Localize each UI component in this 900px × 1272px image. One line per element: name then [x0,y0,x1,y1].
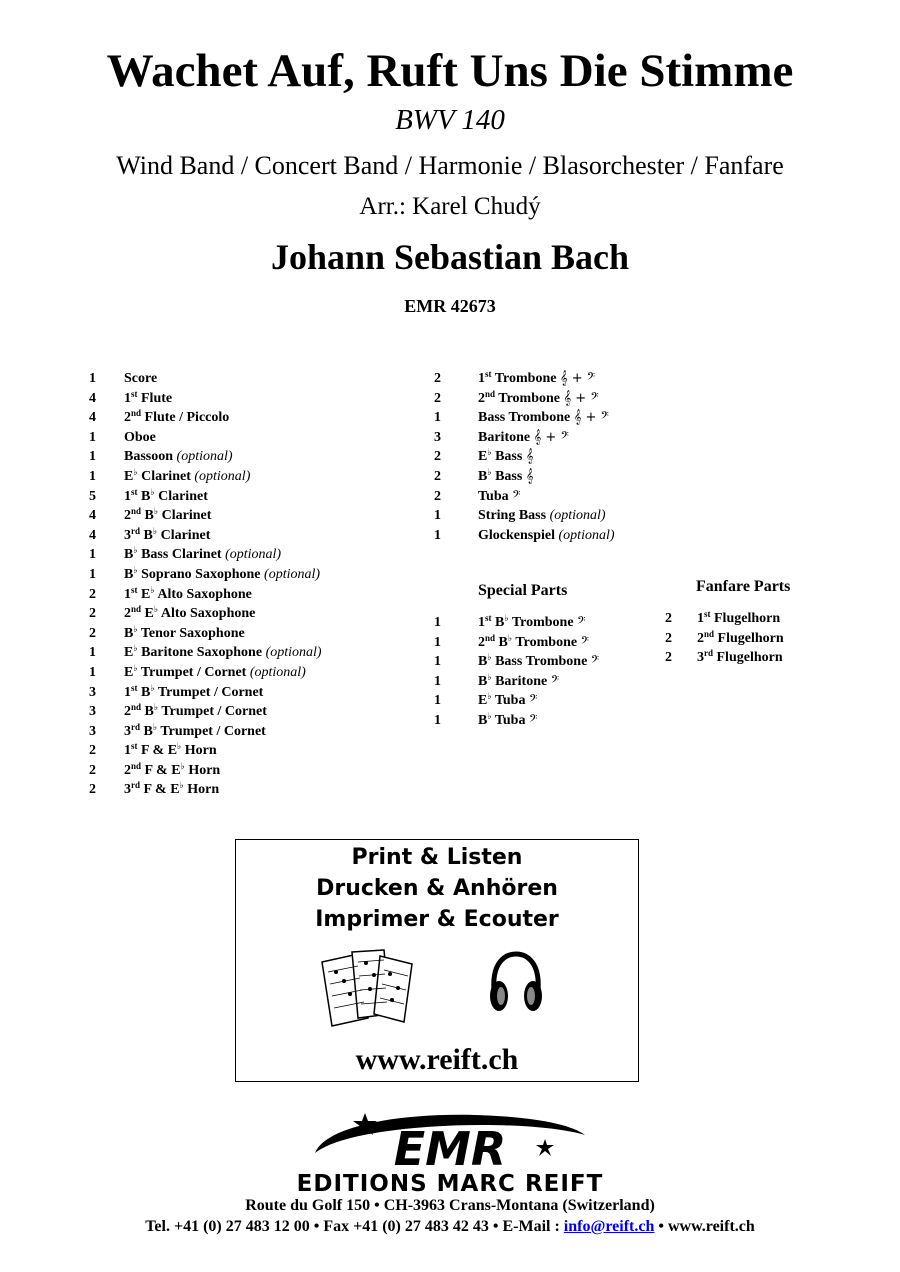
part-quantity: 2 [89,606,96,622]
catalog-bwv: BWV 140 [395,104,505,136]
part-quantity: 2 [89,586,96,602]
part-row [434,467,684,487]
part-row [434,613,664,633]
part-instrument: Trumpet / Cornet [157,684,264,700]
part-row [89,741,389,761]
part-key: F & E [144,762,181,778]
composer-name: Johann Sebastian Bach [270,237,630,277]
part-quantity: 2 [434,371,441,386]
part-row [89,545,389,565]
part-row [89,683,389,703]
arranger-line: Arr.: Karel Chudý [359,193,541,220]
part-instrument: Clarinet [158,488,208,504]
part-key: B [141,684,151,700]
flat-sign: ♭ [150,486,155,497]
part-quantity: 5 [89,488,96,504]
part-instrument: Tuba [494,712,526,728]
part-ordinal-suffix: st [131,486,138,497]
contact-line [0,1218,900,1236]
publisher-address: Route du Golf 150 • CH-3963 Crans-Montana (Switzerland) [245,1197,655,1214]
part-name [478,467,534,487]
part-name [478,506,606,526]
part-quantity: 1 [434,654,441,670]
part-quantity: 3 [89,684,96,700]
part-name [124,624,245,644]
flat-sign: ♭ [487,710,492,721]
part-ordinal-suffix: rd [131,721,140,732]
part-instrument: Glockenspiel [478,527,556,543]
part-quantity: 1 [434,673,441,689]
part-row [89,722,389,742]
part-row [89,389,389,409]
flat-sign: ♭ [152,721,158,732]
flat-sign: ♭ [507,632,513,643]
part-name [478,633,589,653]
part-instrument: Clarinet [161,508,212,524]
part-ordinal-suffix: rd [131,525,140,536]
part-instrument: Bass [495,449,523,465]
part-name [124,408,229,428]
part-name [478,487,520,507]
part-key: B [478,468,488,484]
part-key: B [124,566,134,582]
part-key: B [141,488,151,504]
part-ordinal: 1 [478,615,485,630]
promo-line-en: Print & Listen [351,845,523,870]
part-instrument: Trombone [511,615,574,630]
part-instrument: Horn [188,762,221,778]
part-instrument: Tuba [478,488,509,504]
part-key: E [144,606,154,622]
part-row [89,585,389,605]
part-key: B [478,654,488,670]
part-name [478,408,609,428]
flat-sign: ♭ [153,604,159,615]
part-ordinal-suffix: nd [131,760,142,771]
part-name [697,648,783,668]
part-row [89,761,389,781]
part-key: B [143,527,153,543]
part-row [89,428,389,448]
part-name [124,526,210,546]
part-row [89,467,389,487]
optional-note: (optional) [558,527,615,543]
flat-sign: ♭ [133,623,138,634]
part-instrument: Alto Saxophone [157,586,252,602]
flat-sign: ♭ [133,643,138,654]
flat-sign: ♭ [180,760,185,771]
part-key: E [124,468,134,484]
publisher-name: EDITIONS MARC REIFT [296,1171,604,1195]
part-quantity: 4 [89,508,96,524]
part-ordinal: 3 [124,527,131,543]
edition-code: EMR 42673 [404,296,496,316]
part-name [124,761,220,781]
part-name [478,613,585,633]
part-ordinal-suffix: st [704,609,711,619]
part-ordinal: 1 [697,611,704,626]
flat-sign: ♭ [179,780,184,791]
part-row [434,526,684,546]
email-link[interactable]: info@reift.ch [563,1218,655,1235]
clef-icon: 𝄢 [550,673,560,689]
part-ordinal-suffix: st [485,369,492,379]
part-quantity: 1 [434,693,441,709]
optional-note: (optional) [265,645,322,661]
part-name [124,683,263,703]
optional-note: (optional) [225,547,282,563]
part-key: B [124,625,134,641]
flat-sign: ♭ [152,525,158,536]
part-instrument: Trombone [498,390,560,406]
part-instrument: Tenor Saxophone [140,625,245,641]
part-ordinal-suffix: st [131,682,138,693]
part-ordinal-suffix: rd [704,648,713,659]
flat-sign: ♭ [153,702,159,713]
part-quantity: 2 [89,743,96,759]
part-instrument: Trumpet / Cornet [161,704,267,720]
part-name [124,389,172,409]
part-ordinal-suffix: st [485,613,492,623]
part-name [124,604,255,624]
part-instrument: Bass Trombone [478,410,571,426]
part-name [124,585,252,605]
part-instrument: String Bass [478,508,547,524]
part-row [434,711,664,731]
part-key: B [143,723,153,739]
score-title: Wachet Auf, Ruft Uns Die Stimme [106,45,794,97]
part-ordinal: 1 [124,743,131,759]
part-row [89,702,389,722]
part-name [124,702,267,722]
part-quantity: 1 [434,615,441,630]
part-name [697,629,784,649]
part-row [89,643,389,663]
part-row [665,648,865,668]
part-quantity: 2 [89,782,96,798]
flat-sign: ♭ [487,466,492,477]
part-instrument: Soprano Saxophone [141,566,261,582]
part-ordinal-suffix: st [131,584,138,595]
clef-icon: 𝄢 [528,712,538,728]
part-quantity: 2 [434,468,441,484]
part-quantity: 2 [89,762,96,778]
part-instrument: Trombone [494,371,557,386]
part-name [124,565,320,585]
part-row [434,428,684,448]
optional-note: (optional) [549,508,606,524]
part-ordinal: 1 [124,684,131,700]
part-name [124,545,281,565]
part-row [89,447,389,467]
clef-icon: 𝄞 + 𝄢 [573,410,609,426]
part-quantity: 1 [89,566,96,582]
flat-sign: ♭ [487,671,492,682]
part-quantity: 2 [89,625,96,641]
fanfare-parts-heading: Fanfare Parts [696,578,791,595]
part-name [124,487,208,507]
emr-logo [245,1105,655,1195]
part-quantity: 3 [89,704,96,720]
flat-sign: ♭ [504,613,509,623]
part-instrument: Flugelhorn [717,630,784,646]
clef-icon: 𝄢 [528,693,538,709]
part-ordinal-suffix: nd [131,506,142,517]
optional-note: (optional) [264,566,321,582]
part-quantity: 2 [665,630,672,646]
part-row [434,389,684,409]
optional-note: (optional) [249,664,306,680]
clef-icon: 𝄢 [577,615,586,630]
part-key: B [144,508,154,524]
part-row [89,408,389,428]
part-key: E [141,586,151,602]
website-text: • www.reift.ch [654,1218,755,1235]
fanfare-parts-list [665,609,865,668]
headphones-icon [486,950,546,1016]
part-instrument: Bassoon [124,449,174,465]
part-row [89,624,389,644]
part-instrument: Bass Trombone [495,654,588,670]
part-row [89,565,389,585]
part-ordinal: 3 [124,723,131,739]
part-instrument: Trumpet / Cornet [140,664,247,680]
part-instrument: Horn [184,743,217,759]
part-key: E [124,664,134,680]
part-instrument: Clarinet [160,527,211,543]
ensemble-line: Wind Band / Concert Band / Harmonie / Blasorchester / Fanfare [116,151,784,180]
part-name [124,369,157,389]
part-ordinal: 2 [124,762,131,778]
part-key: B [124,547,134,563]
part-row [665,629,865,649]
part-instrument: Trumpet / Cornet [160,723,266,739]
part-quantity: 1 [89,371,96,386]
part-quantity: 4 [89,527,96,543]
promo-line-de: Drucken & Anhören [316,876,558,901]
part-quantity: 1 [89,429,96,445]
part-instrument: Alto Saxophone [160,606,256,622]
print-listen-box[interactable] [235,839,639,1082]
clef-icon: 𝄞 + 𝄢 [533,429,569,445]
part-ordinal: 1 [124,390,131,406]
part-name [124,741,217,761]
part-ordinal: 1 [124,586,131,602]
part-name [478,447,534,467]
part-ordinal: 1 [478,371,485,386]
parts-list-left [89,369,389,800]
part-name [478,526,615,546]
flat-sign: ♭ [133,564,138,575]
logo-monogram: EMR [393,1122,507,1176]
part-instrument: Baritone Saxophone [141,645,263,661]
flat-sign: ♭ [133,545,138,556]
part-quantity: 3 [434,429,441,445]
part-row [89,487,389,507]
part-name [124,722,266,742]
phone-fax: Tel. +41 (0) 27 483 12 00 • Fax +41 (0) 27 483 42 43 • E-Mail : [145,1218,564,1235]
part-quantity: 1 [89,449,96,465]
part-instrument: Baritone [478,429,531,445]
part-instrument: Clarinet [141,468,191,484]
part-key: F & E [143,782,180,798]
part-name [478,672,559,692]
flat-sign: ♭ [487,691,492,702]
part-ordinal: 3 [124,782,131,798]
clef-icon: 𝄞 + 𝄢 [563,390,599,406]
part-quantity: 1 [89,468,96,484]
part-quantity: 1 [434,527,441,543]
part-key: B [498,634,508,650]
part-name [124,447,233,467]
flat-sign: ♭ [133,466,138,477]
part-ordinal-suffix: st [131,388,138,399]
part-ordinal-suffix: nd [485,632,496,643]
clef-icon: 𝄞 [525,468,534,484]
part-name [697,609,780,629]
part-key: E [478,693,488,709]
part-ordinal-suffix: rd [131,780,140,791]
part-row [89,604,389,624]
part-key: B [478,673,488,689]
part-quantity: 1 [434,712,441,728]
part-instrument: Flugelhorn [716,650,783,666]
part-row [89,369,389,389]
part-quantity: 4 [89,410,96,426]
part-quantity: 1 [434,508,441,524]
part-name [124,428,156,448]
part-instrument: Bass Clarinet [141,547,222,563]
part-ordinal: 2 [697,630,704,646]
part-quantity: 2 [434,449,441,465]
part-row [434,652,664,672]
flat-sign: ♭ [150,584,155,595]
part-ordinal-suffix: nd [131,408,142,419]
part-ordinal: 2 [478,634,485,650]
part-instrument: Tuba [494,693,526,709]
part-row [89,526,389,546]
part-row [434,633,664,653]
part-key: E [478,449,488,465]
part-quantity: 4 [89,390,96,406]
sheet-music-icon [318,948,418,1028]
part-instrument: Flute [141,390,173,406]
part-quantity: 2 [665,611,672,626]
part-name [124,467,250,487]
part-ordinal: 2 [124,704,131,720]
part-name [478,691,537,711]
parts-list-right [434,369,684,545]
part-ordinal: 3 [697,650,704,666]
part-row [434,408,684,428]
part-name [124,506,211,526]
part-key: B [478,712,488,728]
part-key: B [144,704,154,720]
flat-sign: ♭ [133,662,138,673]
part-row [89,506,389,526]
part-ordinal-suffix: nd [131,604,142,615]
part-instrument: Bass [495,468,523,484]
part-ordinal: 2 [124,508,131,524]
part-name [478,652,599,672]
flat-sign: ♭ [487,447,492,458]
part-row [434,487,684,507]
part-name [478,369,595,389]
flat-sign: ♭ [177,741,182,752]
part-instrument: Flugelhorn [714,611,781,626]
part-quantity: 3 [89,723,96,739]
part-ordinal-suffix: nd [704,628,715,639]
part-quantity: 1 [89,645,96,661]
part-instrument: Oboe [124,429,156,445]
part-ordinal-suffix: st [131,741,138,752]
part-key: E [124,645,134,661]
part-name [478,428,569,448]
part-ordinal: 2 [478,390,485,406]
promo-line-fr: Imprimer & Ecouter [315,907,559,932]
part-row [434,691,664,711]
part-quantity: 2 [434,390,441,406]
part-quantity: 1 [434,410,441,426]
part-row [434,672,664,692]
special-parts-list [434,613,664,731]
part-instrument: Baritone [495,673,548,689]
part-row [434,506,684,526]
part-name [124,780,219,800]
part-instrument: Horn [187,782,220,798]
part-row [434,447,684,467]
part-quantity: 1 [89,547,96,563]
part-ordinal: 1 [124,488,131,504]
part-name [478,711,537,731]
flat-sign: ♭ [150,682,155,693]
optional-note: (optional) [176,449,233,465]
part-name [478,389,599,409]
part-ordinal: 2 [124,410,131,426]
special-parts-heading: Special Parts [478,582,568,599]
part-quantity: 2 [434,488,441,504]
part-ordinal: 2 [124,606,131,622]
flat-sign: ♭ [487,652,492,663]
clef-icon: 𝄞 + 𝄢 [559,371,596,386]
part-row [665,609,865,629]
part-row [434,369,684,389]
clef-icon: 𝄢 [580,634,589,650]
part-instrument: Score [124,371,158,386]
flat-sign: ♭ [153,506,159,517]
promo-url-link[interactable]: www.reift.ch [355,1043,519,1076]
part-ordinal-suffix: nd [485,388,496,399]
part-name [124,643,322,663]
part-quantity: 1 [434,634,441,650]
part-key: B [495,615,505,630]
part-row [89,663,389,683]
part-key: F & E [141,743,178,759]
clef-icon: 𝄢 [590,654,600,670]
part-quantity: 1 [89,664,96,680]
part-instrument: Flute / Piccolo [144,410,230,426]
clef-icon: 𝄞 [525,449,534,465]
part-ordinal-suffix: nd [131,702,142,713]
optional-note: (optional) [194,468,251,484]
part-quantity: 2 [665,650,672,666]
clef-icon: 𝄢 [512,488,521,504]
part-name [124,663,306,683]
part-instrument: Trombone [515,634,578,650]
part-row [89,780,389,800]
